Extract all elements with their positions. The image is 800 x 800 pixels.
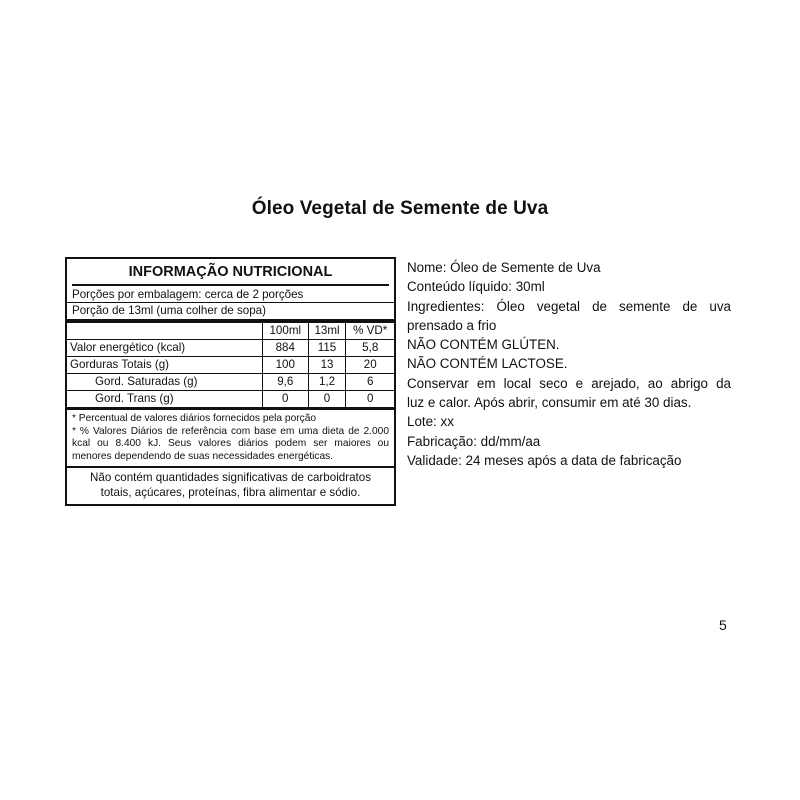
ingredients-line-2: prensado a frio — [407, 317, 497, 333]
value-vd: 6 — [346, 374, 394, 391]
value-100ml: 0 — [263, 391, 309, 408]
portion-size: Porção de 13ml (uma colher de sopa) — [72, 304, 266, 317]
nutrient-table — [67, 323, 394, 408]
value-100ml: 100 — [263, 357, 309, 374]
nutrient-name: Valor energético (kcal) — [67, 340, 263, 357]
page-number: 5 — [719, 617, 727, 633]
nutrition-header: INFORMAÇÃO NUTRICIONAL — [72, 259, 389, 286]
nutrition-facts-table — [65, 257, 396, 506]
validity: Validade: 24 meses após a data de fabricação — [407, 452, 682, 468]
footnote-portion: * Percentual de valores diários fornecidos pela porção — [72, 413, 317, 424]
value-13ml: 0 — [308, 391, 346, 408]
column-header-100ml: 100ml — [263, 323, 309, 340]
value-vd: 20 — [346, 357, 394, 374]
portions-per-package: Porções por embalagem: cerca de 2 porções — [67, 286, 394, 303]
nutrient-name: Gord. Trans (g) — [67, 391, 263, 408]
column-header-13ml: 13ml — [308, 323, 346, 340]
column-header-vd: % VD* — [346, 323, 394, 340]
storage-line-1: Conservar em local seco e arejado, ao abrigo da — [407, 375, 731, 391]
value-13ml: 13 — [308, 357, 346, 374]
table-row — [67, 374, 394, 391]
value-vd: 5,8 — [346, 340, 394, 357]
manufacture-date: Fabricação: dd/mm/aa — [407, 433, 541, 449]
product-name: Nome: Óleo de Semente de Uva — [407, 260, 601, 275]
footnote-daily-values: * % Valores Diários de referência com base em uma dieta de 2.000 kcal ou 8.400 kJ. Seus valores diários podem ser maiores ou menores dependendo de suas necessidades energéticas. — [72, 425, 389, 462]
value-vd: 0 — [346, 391, 394, 408]
value-13ml: 1,2 — [308, 374, 346, 391]
empty-header-cell — [67, 323, 263, 340]
footnotes — [67, 408, 394, 466]
gluten-warning: NÃO CONTÉM GLÚTEN. — [407, 337, 560, 353]
table-row — [67, 340, 394, 357]
lactose-warning: NÃO CONTÉM LACTOSE. — [407, 356, 568, 372]
ingredients-line-1: Ingredientes: Óleo vegetal de semente de uva — [407, 298, 731, 314]
net-content: Conteúdo líquido: 30ml — [407, 279, 545, 295]
lot-number: Lote: xx — [407, 414, 454, 430]
table-header-row — [67, 323, 394, 340]
value-100ml: 9,6 — [263, 374, 309, 391]
value-100ml: 884 — [263, 340, 309, 357]
product-info — [407, 258, 731, 470]
portion-info — [67, 286, 394, 323]
storage-line-2: luz e calor. Após abrir, consumir em até 30 dias. — [407, 395, 692, 411]
value-13ml: 115 — [308, 340, 346, 357]
nutrient-name: Gord. Saturadas (g) — [67, 374, 263, 391]
nutrient-name: Gorduras Totais (g) — [67, 357, 263, 374]
not-significant-note: Não contém quantidades significativas de carboidratos totais, açúcares, proteínas, fibra alimentar e sódio. — [67, 466, 394, 504]
page-title: Óleo Vegetal de Semente de Uva — [251, 198, 549, 219]
table-row — [67, 391, 394, 408]
table-row — [67, 357, 394, 374]
